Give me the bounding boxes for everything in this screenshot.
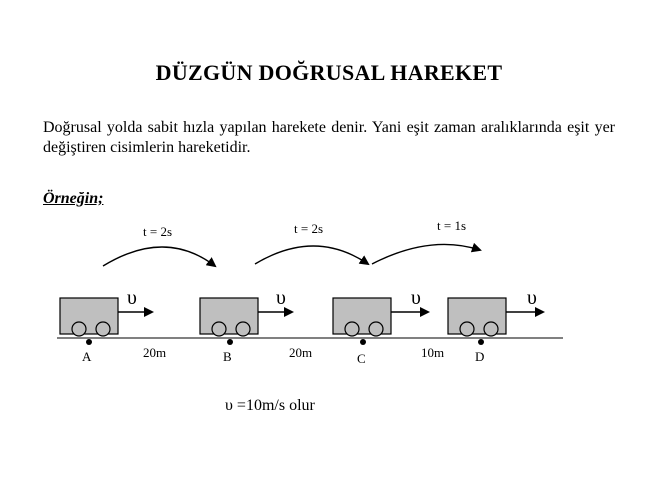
time-arrow-1	[103, 247, 215, 266]
velocity-symbol-3: υ	[411, 287, 421, 309]
point-a-dot	[86, 339, 92, 345]
result-text: υ =10m/s olur	[225, 397, 315, 414]
distance-label-cd: 10m	[421, 345, 445, 360]
time-arrow-3	[372, 244, 480, 264]
velocity-symbol-2: υ	[276, 287, 286, 309]
distance-label-ab: 20m	[143, 345, 167, 360]
velocity-symbol-1: υ	[127, 287, 137, 309]
point-label-a: A	[82, 349, 92, 364]
example-label: Örneğin;	[43, 190, 104, 207]
point-b-dot	[227, 339, 233, 345]
definition-paragraph: Doğrusal yolda sabit hızla yapılan harekete denir. Yani eşit zaman aralıklarında eşit yer değiştiren cisimlerin hareketidir.	[43, 119, 615, 156]
time-label-2: t = 2s	[294, 221, 324, 236]
time-arrow-2	[255, 246, 368, 264]
distance-label-bc: 20m	[289, 345, 313, 360]
time-label-1: t = 2s	[143, 224, 173, 239]
point-d-dot	[478, 339, 484, 345]
wagon-a	[60, 298, 152, 336]
page-title: DÜZGÜN DOĞRUSAL HAREKET	[155, 60, 503, 85]
time-label-3: t = 1s	[437, 218, 467, 233]
velocity-symbol-4: υ	[527, 287, 537, 309]
point-label-d: D	[475, 349, 485, 364]
point-c-dot	[360, 339, 366, 345]
point-label-c: C	[357, 351, 366, 366]
point-label-b: B	[223, 349, 232, 364]
